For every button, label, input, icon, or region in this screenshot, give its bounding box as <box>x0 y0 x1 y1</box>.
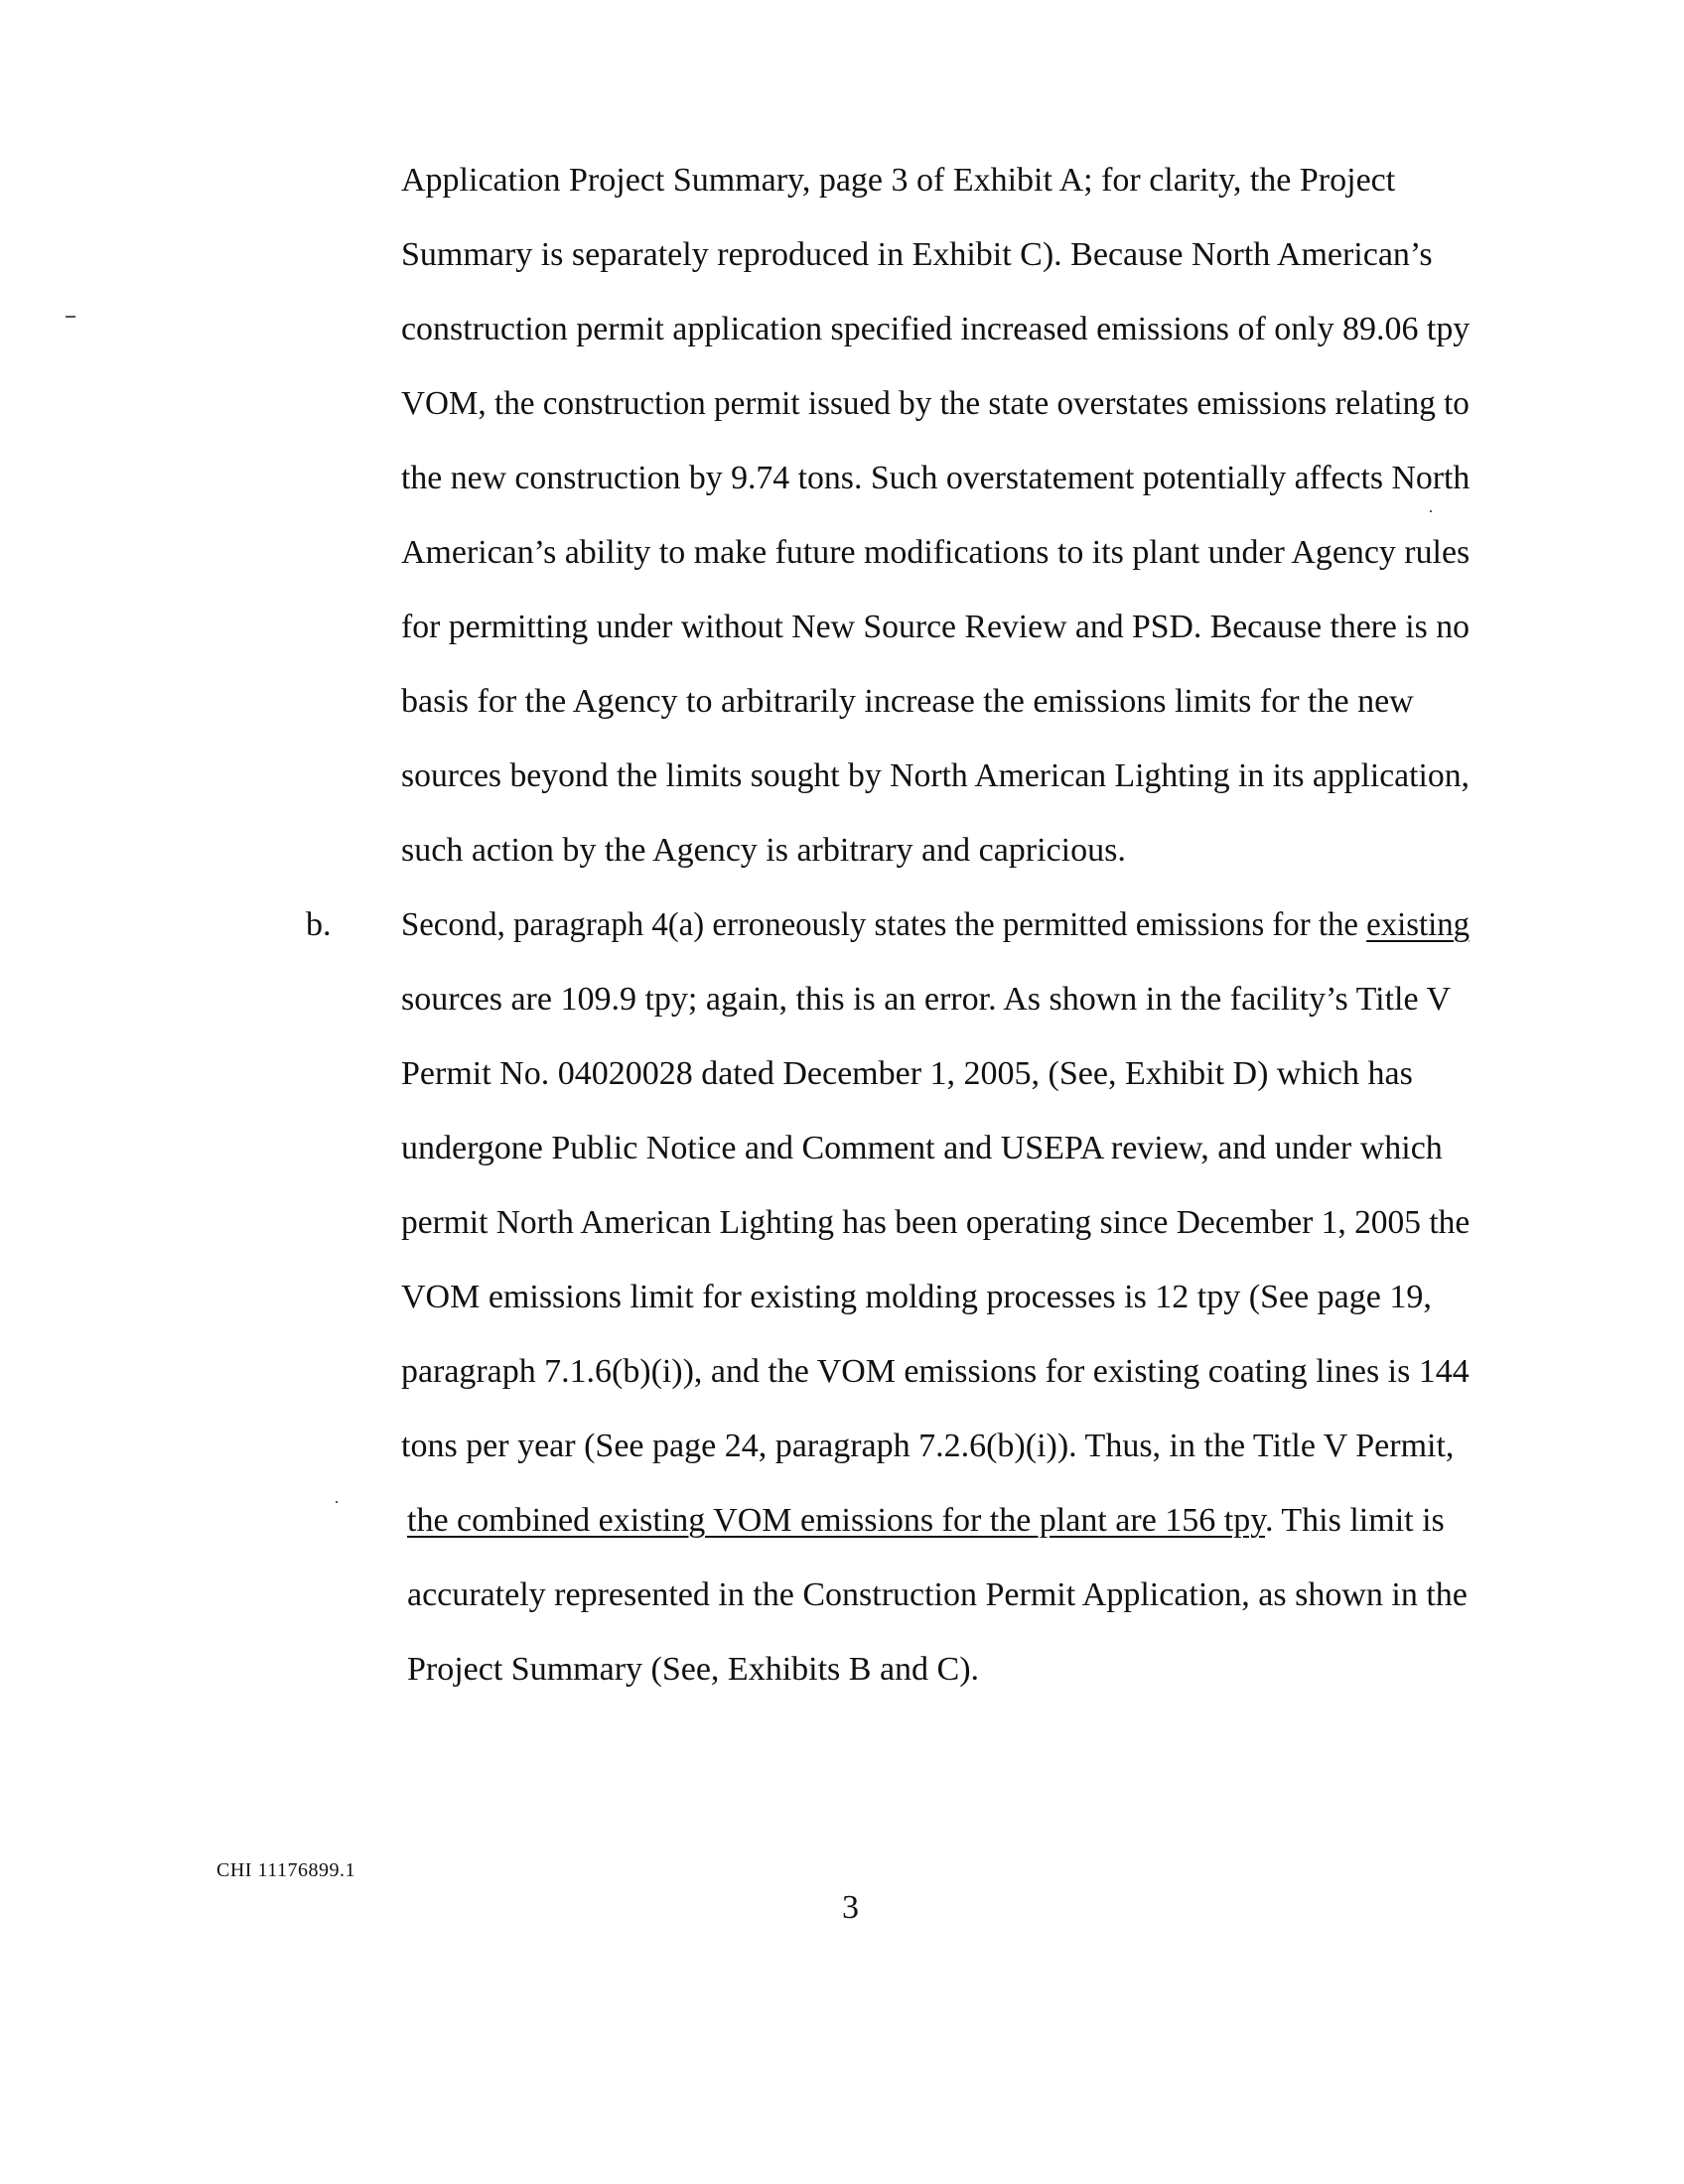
paragraph-b-line-text: Second, paragraph 4(a) erroneously states the permitted emissions for the <box>401 906 1367 943</box>
page-number: 3 <box>842 1889 859 1926</box>
paragraph-a-line: American’s ability to make future modifications to its plant under Agency rules <box>401 534 1471 571</box>
paragraph-b-line <box>407 1501 1445 1541</box>
paragraph-a-line: Application Project Summary, page 3 of Exhibit A; for clarity, the Project <box>401 162 1396 199</box>
paragraph-a-line: sources beyond the limits sought by North American Lighting in its application, <box>401 757 1470 794</box>
paragraph-a-line: VOM, the construction permit issued by the state overstates emissions relating to <box>401 385 1470 422</box>
scan-speck <box>1430 510 1432 512</box>
paragraph-a-line: the new construction by 9.74 tons. Such overstatement potentially affects North <box>401 460 1471 496</box>
paragraph-b-line: paragraph 7.1.6(b)(i)), and the VOM emissions for existing coating lines is 144 <box>401 1353 1470 1390</box>
paragraph-b-line-text: . This limit is <box>1265 1502 1445 1539</box>
paragraph-a-line: basis for the Agency to arbitrarily increase the emissions limits for the new <box>401 683 1414 720</box>
paragraph-b-line: tons per year (See page 24, paragraph 7.2.6(b)(i)). Thus, in the Title V Permit, <box>401 1428 1455 1464</box>
paragraph-a-line: such action by the Agency is arbitrary and capricious. <box>401 832 1126 869</box>
paragraph-b-marker: b. <box>306 906 332 943</box>
paragraph-b-line <box>401 905 1470 945</box>
underlined-existing: existing <box>1366 906 1471 943</box>
paragraph-b-line: VOM emissions limit for existing molding processes is 12 tpy (See page 19, <box>401 1279 1432 1315</box>
paragraph-b-line: Permit No. 04020028 dated December 1, 2005, (See, Exhibit D) which has <box>401 1055 1413 1092</box>
underlined-combined-emissions: the combined existing VOM emissions for the plant are 156 tpy <box>407 1502 1266 1539</box>
scan-speck <box>336 1501 338 1503</box>
paragraph-b-line: undergone Public Notice and Comment and USEPA review, and under which <box>401 1130 1443 1166</box>
scan-speck <box>66 316 75 318</box>
paragraph-a-line: construction permit application specified increased emissions of only 89.06 tpy <box>401 311 1471 347</box>
document-id: CHI 11176899.1 <box>216 1859 355 1881</box>
paragraph-a-line: Summary is separately reproduced in Exhibit C). Because North American’s <box>401 236 1433 273</box>
paragraph-b-line: permit North American Lighting has been operating since December 1, 2005 the <box>401 1204 1471 1241</box>
paragraph-b-line: Project Summary (See, Exhibits B and C). <box>407 1651 980 1688</box>
paragraph-a-line: for permitting under without New Source Review and PSD. Because there is no <box>401 609 1470 645</box>
paragraph-b-line: accurately represented in the Construction Permit Application, as shown in the <box>407 1576 1468 1613</box>
paragraph-b-line: sources are 109.9 tpy; again, this is an error. As shown in the facility’s Title V <box>401 981 1452 1018</box>
